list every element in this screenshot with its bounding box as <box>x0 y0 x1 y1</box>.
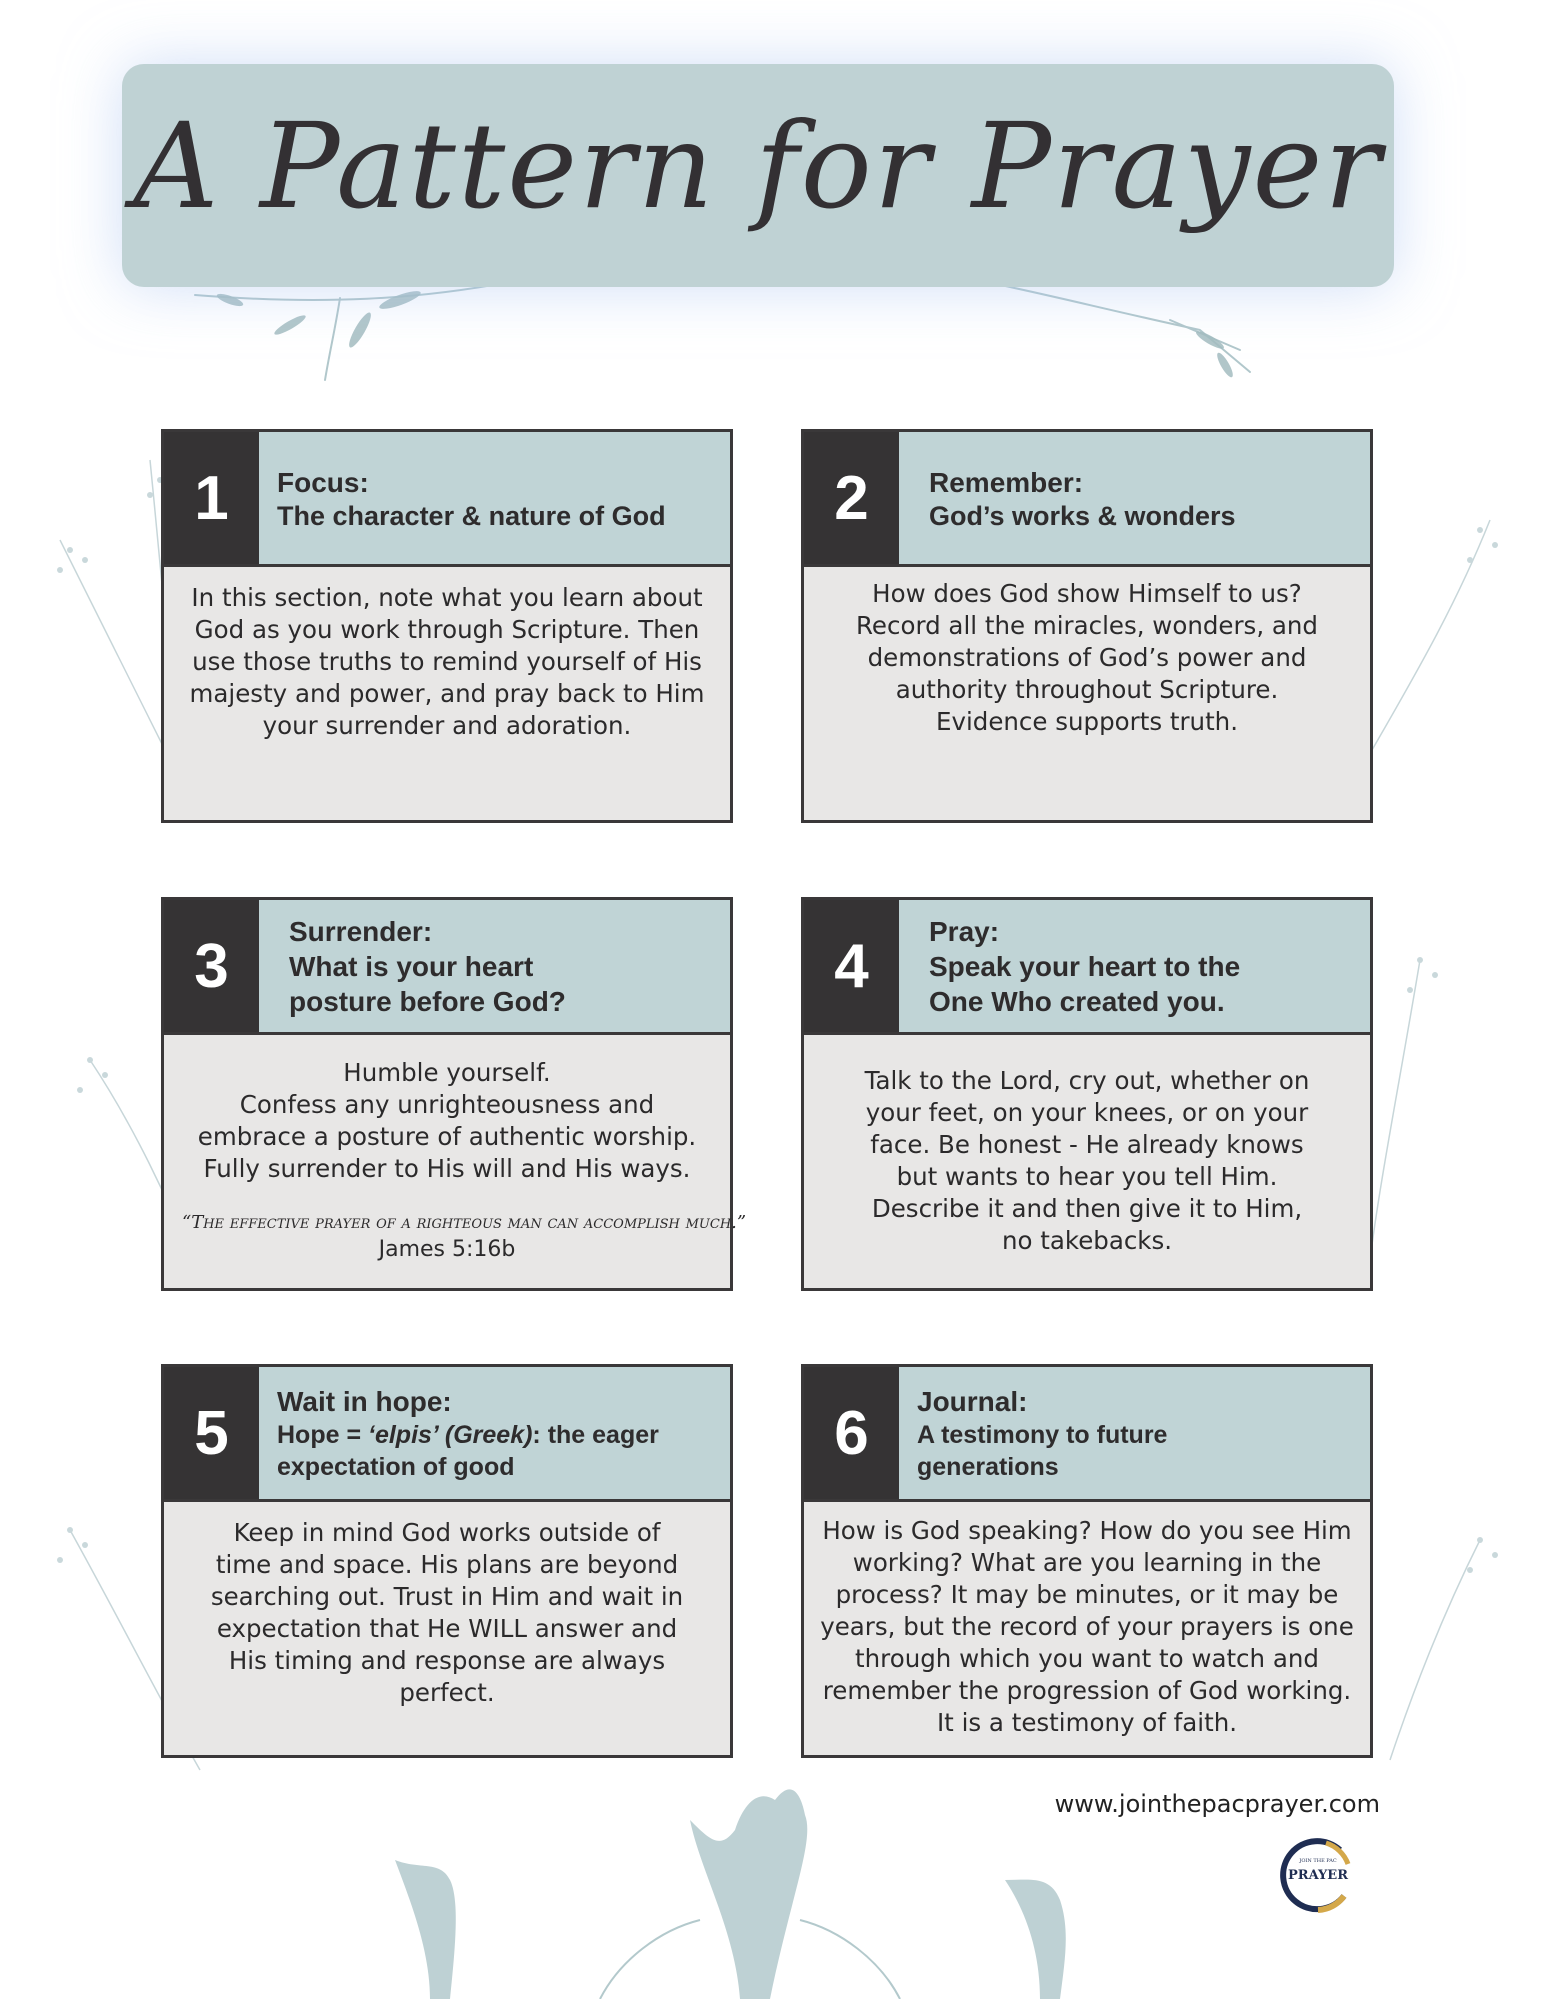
card-heading-block <box>917 1367 1352 1499</box>
body-line: embrace a posture of authentic worship. <box>197 1122 697 1151</box>
step-number: 3 <box>164 900 259 1032</box>
body-line: time and space. His plans are beyond <box>215 1550 679 1579</box>
body-line: His timing and response are always <box>228 1646 666 1675</box>
body-line: working? What are you learning in the <box>852 1548 1322 1577</box>
card-heading: Focus: <box>277 466 369 498</box>
subheading-prefix: Hope = <box>277 1420 368 1449</box>
card-header <box>804 900 1370 1035</box>
body-line: your surrender and adoration. <box>262 711 632 740</box>
step-number: 4 <box>804 900 899 1032</box>
body-line: but wants to hear you tell Him. <box>896 1162 1278 1191</box>
body-line: Confess any unrighteousness and <box>239 1090 655 1119</box>
card-header <box>164 1367 730 1502</box>
body-line: remember the progression of God working. <box>822 1676 1352 1705</box>
step-card-6 <box>801 1364 1373 1758</box>
step-card-1 <box>161 429 733 823</box>
card-header <box>164 900 730 1035</box>
card-subheading-line: A testimony to future <box>917 1420 1168 1449</box>
website-link[interactable]: www.jointhepacprayer.com <box>1054 1790 1380 1818</box>
body-line: process? It may be minutes, or it may be <box>835 1580 1339 1609</box>
body-line: demonstrations of God’s power and <box>867 643 1307 672</box>
card-header <box>164 432 730 567</box>
body-line: In this section, note what you learn about <box>191 583 703 612</box>
step-number: 6 <box>804 1367 899 1499</box>
subheading-suffix: : the eager <box>532 1420 659 1449</box>
body-line: Record all the miracles, wonders, and <box>856 611 1318 640</box>
card-heading: Surrender: <box>289 915 433 947</box>
scripture-citation: James 5:16b <box>378 1237 516 1262</box>
card-heading-block <box>929 900 1352 1032</box>
card-body <box>182 1517 712 1745</box>
card-subheading-line: One Who created you. <box>929 985 1225 1017</box>
body-line: God as you work through Scripture. Then <box>194 615 700 644</box>
step-card-2 <box>801 429 1373 823</box>
title-banner <box>122 64 1394 287</box>
card-heading-block <box>289 900 712 1032</box>
step-number: 1 <box>164 432 259 564</box>
body-line: Evidence supports truth. <box>935 707 1238 736</box>
scripture-quote: “The effective prayer of a righteous man can accomplish much.” <box>182 1212 747 1233</box>
step-number: 2 <box>804 432 899 564</box>
card-heading-block <box>277 1367 712 1499</box>
body-line: It is a testimony of faith. <box>936 1708 1238 1737</box>
body-line: How does God show Himself to us? <box>872 579 1302 608</box>
step-number: 5 <box>164 1367 259 1499</box>
card-subheading: The character & nature of God <box>277 500 666 531</box>
body-line: through which you want to watch and <box>855 1644 1319 1673</box>
body-line: Fully surrender to His will and His ways. <box>203 1154 691 1183</box>
body-line: How is God speaking? How do you see Him <box>822 1516 1352 1545</box>
card-subheading-line <box>277 1419 712 1451</box>
card-heading-block <box>277 432 712 564</box>
card-body <box>822 1065 1352 1278</box>
card-heading: Remember: <box>929 466 1084 498</box>
step-card-5 <box>161 1364 733 1758</box>
subheading-greek-term: ‘elpis’ (Greek) <box>368 1420 533 1449</box>
logo-text: PRAYER <box>1287 1868 1348 1883</box>
body-line: use those truths to remind yourself of His <box>192 647 702 676</box>
card-header <box>804 432 1370 567</box>
body-line: face. Be honest - He already knows <box>870 1130 1304 1159</box>
card-header <box>804 1367 1370 1502</box>
logo-small-text: JOIN THE PAC <box>1299 1858 1337 1864</box>
card-subheading-line: expectation of good <box>277 1452 515 1481</box>
body-line: majesty and power, and pray back to Him <box>189 679 705 708</box>
body-line: Humble yourself. <box>343 1058 551 1087</box>
card-subheading-line: posture before God? <box>289 985 566 1017</box>
card-body <box>182 1057 747 1278</box>
card-body <box>812 1515 1362 1745</box>
body-line: your feet, on your knees, or on your <box>865 1098 1309 1127</box>
card-subheading-line: What is your heart <box>289 950 534 982</box>
body-line: Talk to the Lord, cry out, whether on <box>864 1066 1310 1095</box>
card-body <box>822 578 1352 810</box>
body-line: years, but the record of your prayers is one <box>820 1612 1354 1641</box>
step-card-4 <box>801 897 1373 1291</box>
card-heading: Journal: <box>917 1385 1028 1417</box>
card-body <box>182 582 712 810</box>
body-line: Describe it and then give it to Him, <box>871 1194 1303 1223</box>
card-heading: Wait in hope: <box>277 1385 452 1417</box>
step-card-3 <box>161 897 747 1291</box>
card-heading: Pray: <box>929 915 1000 947</box>
page-title: A Pattern for Prayer <box>133 96 1383 235</box>
body-line: searching out. Trust in Him and wait in <box>210 1582 684 1611</box>
body-line: authority throughout Scripture. <box>895 675 1279 704</box>
card-heading-block <box>929 432 1352 564</box>
body-line: expectation that He WILL answer and <box>216 1614 678 1643</box>
body-line: Keep in mind God works outside of <box>233 1518 661 1547</box>
card-subheading: God’s works & wonders <box>929 500 1236 531</box>
body-line: no takebacks. <box>1001 1226 1173 1255</box>
card-subheading-line: generations <box>917 1452 1059 1481</box>
card-subheading-line: Speak your heart to the <box>929 950 1241 982</box>
body-line: perfect. <box>399 1678 495 1707</box>
